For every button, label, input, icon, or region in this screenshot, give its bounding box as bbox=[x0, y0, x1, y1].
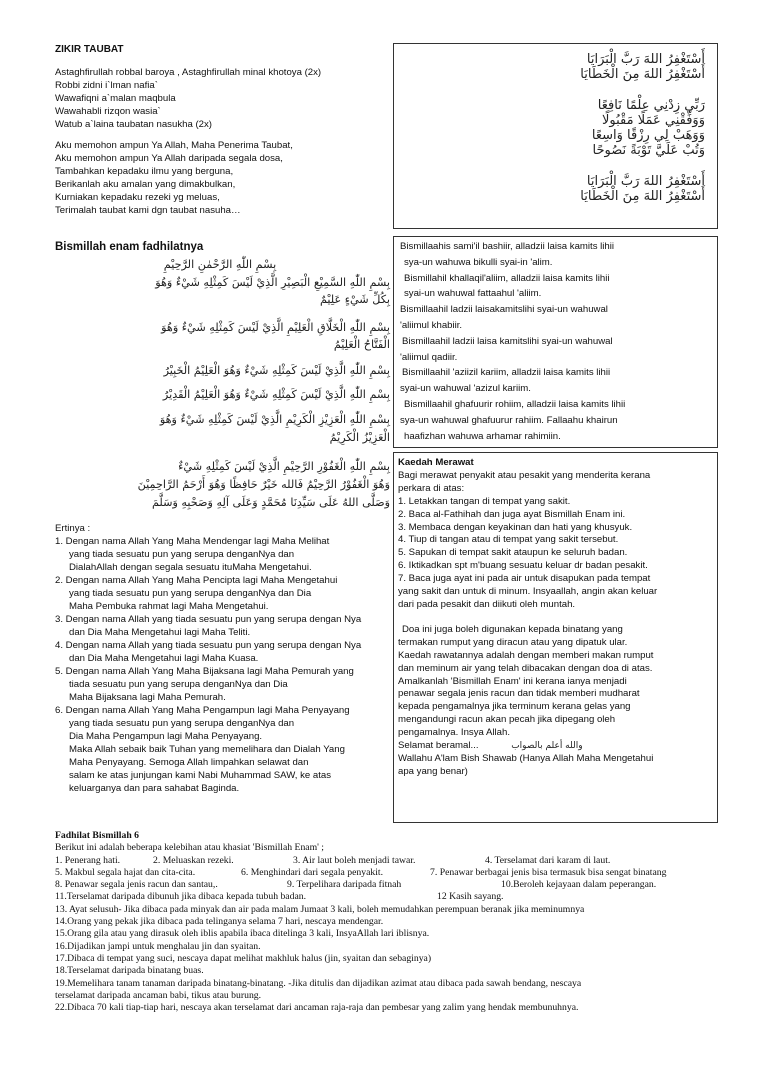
meaning-line: keluarganya dan para sahabat Baginda. bbox=[69, 783, 240, 794]
zikir-latin-line: Wawahabli rizqon wasia` bbox=[55, 106, 161, 117]
fadhilat-line: terselamat daripada ancaman babi, tikus atau burung. bbox=[55, 989, 262, 1001]
bismillah-latin-line: 'aliimul qadiir. bbox=[400, 351, 458, 363]
bismillah-latin-line: haafizhan wahuwa arhamar rahimiin. bbox=[404, 430, 561, 442]
kaedah-line: Bagi merawat penyakit atau pesakit yang menderita kerana bbox=[398, 469, 651, 481]
zikir-arabic-line: وَوَفِّقْنِي عَمَلًا مَقْبُولًا bbox=[602, 113, 705, 128]
zikir-meaning-line: Aku memohon ampun Ya Allah daripada segala dosa, bbox=[55, 153, 283, 164]
fadhilat-line: 22.Dibaca 70 kali tiap-tiap hari, nescaya akan terselamat dari ancaman raja-raja dan pembesar yang zalim yang hendak membunuhnya. bbox=[55, 1002, 579, 1014]
zikir-arabic-line: أَسْتَغْفِرُ اللهَ رَبَّ الْبَرَايَا bbox=[586, 174, 705, 189]
fadhilat-item: 1. Penerang hati. bbox=[55, 854, 121, 866]
fadhilat-line: 15.Orang gila atau yang dirasuk oleh iblis apabila ibaca ditelinga 3 kali, InsyaAllah lari iblisnya. bbox=[55, 928, 430, 940]
kaedah-closing-latin: Selamat beramal... bbox=[398, 740, 479, 752]
bismillah-arabic-line: بِسْمِ اللّٰهِ الَّذِيْ لَيْسَ كَمِثْلِهِ شَيْءٌ وَهُوَ الْعَلِيْمُ الْخَبِيْرُ bbox=[163, 363, 390, 377]
meaning-line: Maha Bijaksana lagi Maha Pemurah. bbox=[69, 692, 226, 703]
fadhilat-row bbox=[55, 879, 745, 891]
meaning-line: DialahAllah dengan segala sesuatu ituMaha Mengetahui. bbox=[69, 562, 312, 573]
fadhilat-item: 12 Kasih sayang. bbox=[437, 891, 504, 903]
kaedah-line: 7. Baca juga ayat ini pada air untuk disapukan pada tempat bbox=[398, 573, 651, 585]
kaedah-content bbox=[398, 457, 713, 779]
fadhilat-item: 9. Terpelihara daripada fitnah bbox=[287, 879, 402, 891]
bismillah-latin-line: 'aliimul khabiir. bbox=[400, 319, 463, 331]
meaning-line: yang tiada sesuatu pun yang serupa denganNya dan Dia bbox=[69, 588, 312, 599]
zikir-meaning-line: Berikanlah aku amalan yang dimakbulkan, bbox=[55, 179, 236, 190]
bismillah-arabic-line: وَصَلَّى اللهُ عَلَى سَيِّدِنَا مُحَمَّدٍ وَعَلَى آلِهِ وَصَحْبِهِ وَسَلَّمَ bbox=[151, 495, 390, 509]
zikir-meaning-line: Terimalah taubat kami dgn taubat nasuha… bbox=[55, 205, 241, 216]
fadhilat-row bbox=[55, 891, 745, 903]
zikir-arabic-line: أَسْتَغْفِرُ اللهَ رَبَّ الْبَرَايَا bbox=[586, 52, 705, 67]
kaedah-line: 2. Baca al-Fathihah dan juga ayat Bismillah Enam ini. bbox=[398, 508, 626, 520]
zikir-section bbox=[55, 44, 385, 217]
kaedah-line: Amalkanlah 'Bismillah Enam' ini kerana ianya menjadi bbox=[398, 675, 627, 687]
kaedah-line: 6. Iktikadkan spt m'buang sesuatu keluar dr badan pesakit. bbox=[398, 560, 648, 572]
bismillah-arabic-line: بِكُلِّ شَيْءٍ عَلِيْمٌ bbox=[319, 293, 390, 307]
fadhilat-item: 2. Meluaskan rezeki. bbox=[153, 854, 234, 866]
bismillah-arabic-line: بِسْمِ اللّٰهِ الرَّحْمٰنِ الرَّحِيْمِ bbox=[163, 258, 277, 271]
bismillah-latin-line: syai-un wahuwal fattaahul 'aliim. bbox=[404, 288, 542, 300]
meaning-line: salam ke atas junjungan kami Nabi Muhammad SAW, ke atas bbox=[69, 770, 331, 781]
meaning-line: 6. Dengan nama Allah Yang Maha Pengampun lagi Maha Penyayang bbox=[55, 705, 350, 716]
fadhilat-line: 13. Ayat selusuh- Jika dibaca pada minyak dan air pada malam Jumaat 3 kali, boleh memudahkan perempuan beranak jika meminumnya bbox=[55, 903, 585, 915]
kaedah-closing-arabic: والله أعلم بالصواب bbox=[511, 741, 583, 752]
kaedah-closing bbox=[398, 740, 713, 753]
kaedah-line: 1. Letakkan tangan di tempat yang sakit. bbox=[398, 495, 571, 507]
bismillah-latin-line: Bismillaahil 'aziizil kariim, alladzii laisa kamits lihii bbox=[402, 367, 611, 379]
ertinya-label: Ertinya : bbox=[55, 523, 91, 534]
zikir-arabic-line: وَوَهَبْ لِي رِزْقًا وَاسِعًا bbox=[591, 128, 705, 143]
fadhilat-item: 3. Air laut boleh menjadi tawar. bbox=[293, 854, 416, 866]
meaning-line: yang tiada sesuatu pun yang serupa denganNya dan bbox=[69, 549, 295, 560]
bismillah-arabic-line: الْعَزِيْزُ الْكَرِيْمُ bbox=[329, 430, 390, 444]
fadhilat-title: Fadhilat Bismillah 6 bbox=[55, 830, 139, 841]
bismillah-latin-line: Bismillaahil ladzii laisa kamitslihi syai-un wahuwal bbox=[402, 335, 613, 347]
bismillah-latin-text bbox=[400, 239, 711, 444]
bismillah-latin-line: Bismillahil khallaqil'aliim, alladzii laisa kamits lihii bbox=[404, 272, 610, 284]
kaedah-line: apa yang benar) bbox=[398, 765, 468, 777]
kaedah-spacer bbox=[398, 612, 713, 624]
fadhilat-line: 16.Dijadikan jampi untuk menghalau jin dan syaitan. bbox=[55, 940, 261, 952]
zikir-latin-line: Watub a`laina taubatan nasukha (2x) bbox=[55, 119, 212, 130]
zikir-meaning-line: Aku memohon ampun Ya Allah, Maha Penerima Taubat, bbox=[55, 140, 293, 151]
fadhilat-section bbox=[55, 830, 745, 1014]
kaedah-line: Kaedah rawatannya adalah dengan memberi makan rumput bbox=[398, 649, 654, 661]
zikir-arabic-text bbox=[406, 52, 705, 204]
bismillah-arabic-line: بِسْمِ اللّٰهِ الْغَفُوْرِ الرَّحِيْمِ الَّذِيْ لَيْسَ كَمِثْلِهِ شَيْءٌ bbox=[178, 460, 390, 474]
ertinya-section bbox=[55, 522, 390, 795]
kaedah-box bbox=[393, 452, 718, 823]
meaning-line: tiada sesuatu pun yang serupa denganNya dan Dia bbox=[69, 679, 288, 690]
kaedah-line: dari pada pesakit dan diikuti oleh muntah. bbox=[398, 598, 576, 610]
kaedah-line: perkara di atas: bbox=[398, 482, 465, 494]
kaedah-line: yang sakit dan untuk di minum. Insyaallah, angin akan keluar bbox=[398, 586, 658, 598]
bismillah-arabic-line: الْفَتَّاحُ الْعَلِيْمُ bbox=[333, 338, 390, 352]
bismillah-arabic-line: وَهُوَ الْغَفُوْرُ الرَّحِيْمُ فَالله خَيْرٌ حَافِظًا وَهُوَ أَرْحَمُ الرَّاحِمِيْنَ bbox=[137, 477, 390, 491]
bismillah-arabic-line: بِسْمِ اللّٰهِ الَّذِيْ لَيْسَ كَمِثْلِهِ شَيْءٌ وَهُوَ الْعَلِيْمُ الْقَدِيْرُ bbox=[162, 387, 390, 401]
kaedah-line: pengamalnya. Insya Allah. bbox=[398, 727, 511, 739]
zikir-arabic-box bbox=[393, 43, 718, 229]
bismillah-latin-line: Bismillaahis sami'il bashiir, alladzii laisa kamits lihii bbox=[400, 241, 615, 252]
bismillah-latin-line: sya-un wahuwa bikulli syai-in 'alim. bbox=[404, 256, 553, 268]
fadhilat-line: 14.Orang yang pekak jika dibaca pada telinganya selama 7 hari, nescaya mendengar. bbox=[55, 916, 384, 928]
zikir-latin bbox=[55, 66, 385, 131]
fadhilat-row bbox=[55, 855, 745, 867]
zikir-meaning bbox=[55, 139, 385, 217]
kaedah-line: 5. Sapukan di tempat sakit ataupun ke seluruh badan. bbox=[398, 547, 628, 559]
zikir-arabic-line: رَبِّي زِدْنِي عِلْمًا نَافِعًا bbox=[597, 98, 705, 113]
kaedah-line: 4. Tiup di tangan atau di tempat yang sakit tersebut. bbox=[398, 534, 619, 546]
meaning-line: 1. Dengan nama Allah Yang Maha Mendengar lagi Maha Melihat bbox=[55, 536, 330, 547]
fadhilat-intro: Berikut ini adalah beberapa kelebihan atau khasiat 'Bismillah Enam' ; bbox=[55, 842, 325, 854]
fadhilat-item: 5. Makbul segala hajat dan cita-cita. bbox=[55, 866, 196, 878]
fadhilat-line: 18.Terselamat daripada binatang buas. bbox=[55, 965, 204, 977]
kaedah-line: penawar segala jenis racun dan tidak memberi mudharat bbox=[398, 688, 640, 700]
fadhilat-row bbox=[55, 867, 745, 879]
fadhilat-item: 8. Penawar segala jenis racun dan santau,. bbox=[55, 879, 218, 891]
kaedah-title: Kaedah Merawat bbox=[398, 457, 474, 468]
bismillah-latin-line: sya-un wahuwal ghafuurur rahiim. Fallaahu khairun bbox=[400, 414, 618, 426]
fadhilat-item: 7. Penawar berbagai jenis bisa termasuk bisa sengat binatang bbox=[430, 866, 667, 878]
zikir-title: ZIKIR TAUBAT bbox=[55, 44, 124, 55]
meaning-line: Maha Pembuka rahmat lagi Maha Mengetahui. bbox=[69, 601, 269, 612]
meaning-line: dan Dia Maha Mengetahui lagi Maha Teliti. bbox=[69, 627, 251, 638]
zikir-meaning-line: Kurniakan kepadaku rezeki yg meluas, bbox=[55, 192, 220, 203]
kaedah-line: 3. Membaca dengan keyakinan dan hati yang khusyuk. bbox=[398, 521, 633, 533]
bismillah-arabic-line: بِسْمِ اللّٰهِ الْخَلَّاقِ الْعَلِيْمِ الَّذِيْ لَيْسَ كَمِثْلِهِ شَيْءٌ وَهُوَ bbox=[161, 320, 390, 334]
bismillah-latin-box bbox=[393, 236, 718, 448]
meaning-line: Maha Penyayang. Semoga Allah limpahkan selawat dan bbox=[69, 757, 309, 768]
kaedah-line: Doa ini juga boleh digunakan kepada binatang yang bbox=[402, 623, 623, 635]
zikir-latin-line: Robbi zidni i`lman nafia` bbox=[55, 80, 158, 91]
bismillah-arabic-block bbox=[50, 256, 390, 511]
bismillah-latin-line: Bismillaahil ladzii laisakamitslihi syai-un wahuwal bbox=[400, 304, 608, 316]
zikir-arabic-line: وَتُبْ عَلَيَّ تَوْبَةً نَصُوحًا bbox=[592, 143, 705, 158]
kaedah-line: mengandungi racun akan pecah jika dipegang oleh bbox=[398, 714, 616, 726]
bismillah-latin-line: Bismillaahil ghafuurir rohiim, alladzii laisa kamits lihii bbox=[404, 398, 626, 410]
meaning-line: Dia Maha Pengampun lagi Maha Penyayang. bbox=[69, 731, 263, 742]
meaning-line: 5. Dengan nama Allah Yang Maha Bijaksana lagi Maha Pemurah yang bbox=[55, 666, 354, 677]
bismillah-arabic-line: بِسْمِ اللّٰهِ الْعَزِيْزِ الْكَرِيْمِ الَّذِيْ لَيْسَ كَمِثْلِهِ شَيْءٌ وَهُوَ bbox=[159, 413, 390, 427]
bismillah-heading: Bismillah enam fadhilatnya bbox=[55, 241, 204, 253]
bismillah-latin-line: syai-un wahuwal 'azizul kariim. bbox=[400, 383, 531, 395]
fadhilat-line: 17.Dibaca di tempat yang suci, nescaya dapat melihat makhluk halus (jin, syaitan dan sebaginya) bbox=[55, 952, 432, 964]
meaning-line: yang tiada sesuatu pun yang serupa denganNya dan bbox=[69, 718, 295, 729]
fadhilat-item: 11.Terselamat daripada dibunuh jika dibaca kepada tubuh badan. bbox=[55, 891, 307, 903]
meaning-line: Maka Allah sebaik baik Tuhan yang memelihara dan Dialah Yang bbox=[69, 744, 345, 755]
kaedah-line: Wallahu A'lam Bish Shawab (Hanya Allah Maha Mengetahui bbox=[398, 752, 654, 764]
zikir-latin-line: Astaghfirullah robbal baroya , Astaghfirullah minal khotoya (2x) bbox=[55, 67, 322, 78]
bismillah-arabic-line: بِسْمِ اللّٰهِ السَّمِيْعِ الْبَصِيْرِ الَّذِيْ لَيْسَ كَمِثْلِهِ شَيْءٌ وَهُوَ bbox=[155, 275, 390, 289]
kaedah-line: dan meminum air yang telah dibacakan dengan doa di atas. bbox=[398, 662, 653, 674]
meaning-line: 4. Dengan nama Allah yang tiada sesuatu pun yang serupa dengan Nya bbox=[55, 640, 362, 651]
fadhilat-item: 10.Beroleh kejayaan dalam peperangan. bbox=[501, 879, 657, 891]
zikir-arabic-line: أَسْتَغْفِرُ اللهَ مِنَ الْخَطَايَا bbox=[580, 189, 705, 204]
fadhilat-item: 4. Terselamat dari karam di laut. bbox=[485, 854, 611, 866]
fadhilat-line: 19.Memelihara tanam tanaman daripada binatang-binatang. -Jika ditulis dan dijadikan azimat atau dibaca pada sawah bendang, nescaya bbox=[55, 977, 582, 989]
fadhilat-item: 6. Menghindari dari segala penyakit. bbox=[241, 866, 384, 878]
zikir-arabic-line: أَسْتَغْفِرُ اللهَ مِنَ الْخَطَايَا bbox=[580, 67, 705, 82]
meaning-line: 3. Dengan nama Allah yang tiada sesuatu pun yang serupa dengan Nya bbox=[55, 614, 362, 625]
zikir-meaning-line: Tambahkan kepadaku ilmu yang berguna, bbox=[55, 166, 234, 177]
meaning-line: 2. Dengan nama Allah Yang Maha Pencipta lagi Maha Mengetahui bbox=[55, 575, 338, 586]
kaedah-line: kepada pengamalnya jika terminum kerana gelas yang bbox=[398, 701, 631, 713]
kaedah-line: termakan rumput yang diracun atau yang dipatuk ular. bbox=[398, 636, 628, 648]
meaning-line: dan Dia Maha Mengetahui lagi Maha Kuasa. bbox=[69, 653, 259, 664]
zikir-latin-line: Wawafiqni a`malan maqbula bbox=[55, 93, 176, 104]
